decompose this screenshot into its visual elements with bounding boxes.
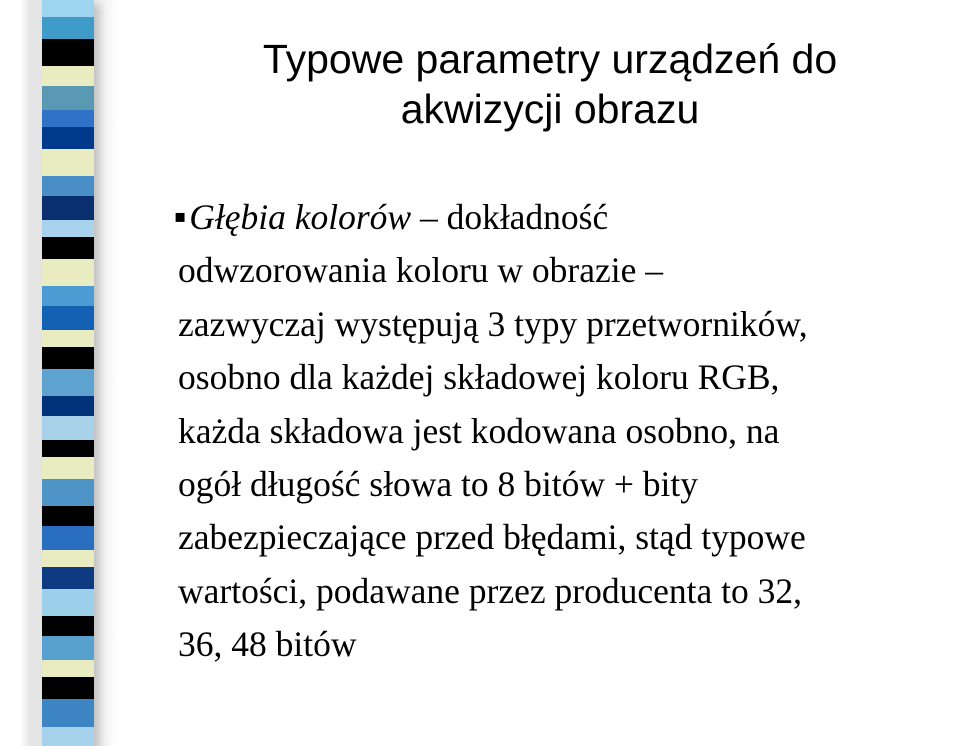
paragraph-line-9: 36, 48 bitów	[178, 624, 357, 665]
stripe-block	[42, 506, 94, 525]
stripe-block	[42, 196, 94, 221]
stripe-block	[42, 127, 94, 149]
stripe-block	[42, 286, 94, 305]
term-glebia-kolorow: Głębia kolorów	[189, 197, 412, 237]
paragraph-line-2: odwzorowania koloru w obrazie –	[178, 250, 664, 291]
stripe-block	[42, 149, 94, 176]
paragraph-line-8: wartości, podawane przez producenta to 32,	[178, 570, 802, 611]
slide-title	[150, 34, 950, 134]
stripe-block	[42, 259, 94, 286]
stripe-block	[42, 616, 94, 635]
stripe-block	[42, 727, 94, 746]
decorative-stripe-bar	[42, 0, 94, 746]
stripe-block	[42, 416, 94, 441]
stripe-block	[42, 369, 94, 396]
stripe-block	[42, 396, 94, 415]
stripe-block	[42, 110, 94, 127]
stripe-block	[42, 660, 94, 677]
stripe-block	[42, 0, 94, 17]
paragraph-line-3: zazwyczaj występują 3 typy przetworników,	[178, 303, 808, 344]
bullet-paragraph	[174, 190, 953, 672]
title-line-1: Typowe parametry urządzeń do	[262, 36, 838, 82]
stripe-block	[42, 237, 94, 259]
stripe-block	[42, 440, 94, 457]
stripe-block	[42, 176, 94, 195]
stripe-block	[42, 550, 94, 567]
stripe-block	[42, 589, 94, 616]
square-bullet-icon: ▪	[174, 206, 187, 227]
stripe-block	[42, 330, 94, 347]
stripe-block	[42, 457, 94, 479]
paragraph-line-6: ogół długość słowa to 8 bitów + bity	[178, 464, 698, 505]
stripe-block	[42, 306, 94, 331]
stripe-block	[42, 567, 94, 589]
paragraph-line-5: każda składowa jest kodowana osobno, na	[178, 410, 780, 451]
stripe-block	[42, 479, 94, 506]
stripe-block	[42, 86, 94, 111]
stripe-block	[42, 220, 94, 237]
stripe-block	[42, 17, 94, 39]
stripe-block	[42, 66, 94, 85]
stripe-block	[42, 677, 94, 699]
title-line-2: akwizycji obrazu	[400, 86, 700, 132]
stripe-block	[42, 347, 94, 369]
stripe-block	[42, 39, 94, 66]
paragraph-line-4: osobno dla każdej składowej koloru RGB,	[178, 357, 780, 398]
stripe-block	[42, 526, 94, 551]
paragraph-line-7: zabezpieczające przed błędami, stąd typowe	[178, 517, 806, 558]
paragraph-line-1: – dokładność	[411, 197, 609, 237]
stripe-block	[42, 636, 94, 661]
stripe-block	[42, 699, 94, 726]
